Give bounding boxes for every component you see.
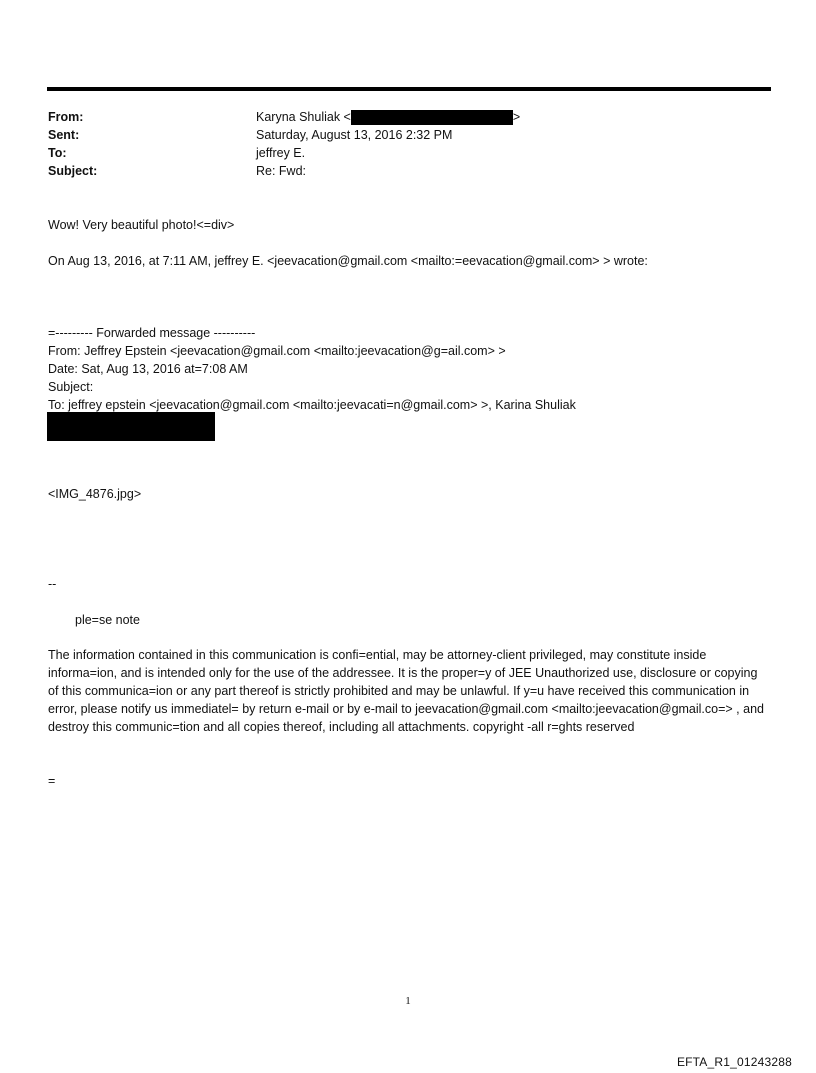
forwarded-subject: Subject: xyxy=(48,380,94,394)
from-value xyxy=(256,108,520,126)
from-close: > xyxy=(512,110,521,124)
disclaimer-paragraph: The information contained in this communication is confi=ential, may be attorney-client privileged, may constitute inside informa=ion, and is intended only for the use of the addressee. It is the proper=y of JEE Unauthorized use, disclosure or copying of this communica=ion or any part thereof is strictly prohibited and may be unlawful. If y=u have received this communication in error, please notify us immediatel= by return e-mail or by e-mail to jeevacation@gmail.com <mailto:jeevacation@gmail.co=> , and destroy this communic=tion and all copies thereof, including all attachments. copyright -all r=ghts reserved xyxy=(48,648,764,734)
sent-label: Sent: xyxy=(48,128,80,142)
forwarded-date: Date: Sat, Aug 13, 2016 at=7:08 AM xyxy=(48,362,248,376)
from-label: From: xyxy=(48,110,84,124)
document-id: EFTA_R1_01243288 xyxy=(676,1055,792,1069)
to-value: jeffrey E. xyxy=(256,146,306,160)
forwarded-marker: =--------- Forwarded message ---------- xyxy=(48,326,256,340)
quote-header: On Aug 13, 2016, at 7:11 AM, jeffrey E. <jeevacation@gmail.com <mailto:=eevacation@gmail.com> > wrote: xyxy=(48,254,648,268)
reply-line: Wow! Very beautiful photo!<=div> xyxy=(48,218,235,232)
sent-value: Saturday, August 13, 2016 2:32 PM xyxy=(256,128,453,142)
to-label: To: xyxy=(48,146,67,160)
redaction-box xyxy=(351,110,513,125)
signature-dashes: -- xyxy=(48,577,57,591)
header-rule xyxy=(47,87,771,91)
subject-value: Re: Fwd: xyxy=(256,164,307,178)
from-name: Karyna Shuliak < xyxy=(256,110,351,124)
attachment-name: <IMG_4876.jpg> xyxy=(48,487,142,501)
redaction-box xyxy=(47,412,215,441)
end-marker: = xyxy=(48,774,56,788)
note-line: ple=se note xyxy=(75,613,140,627)
subject-label: Subject: xyxy=(48,164,98,178)
page-number: 1 xyxy=(405,995,411,1007)
forwarded-to: To: jeffrey epstein <jeevacation@gmail.com <mailto:jeevacati=n@gmail.com> >, Karina Shuliak xyxy=(48,398,576,412)
forwarded-from: From: Jeffrey Epstein <jeevacation@gmail.com <mailto:jeevacation@g=ail.com> > xyxy=(48,344,506,358)
